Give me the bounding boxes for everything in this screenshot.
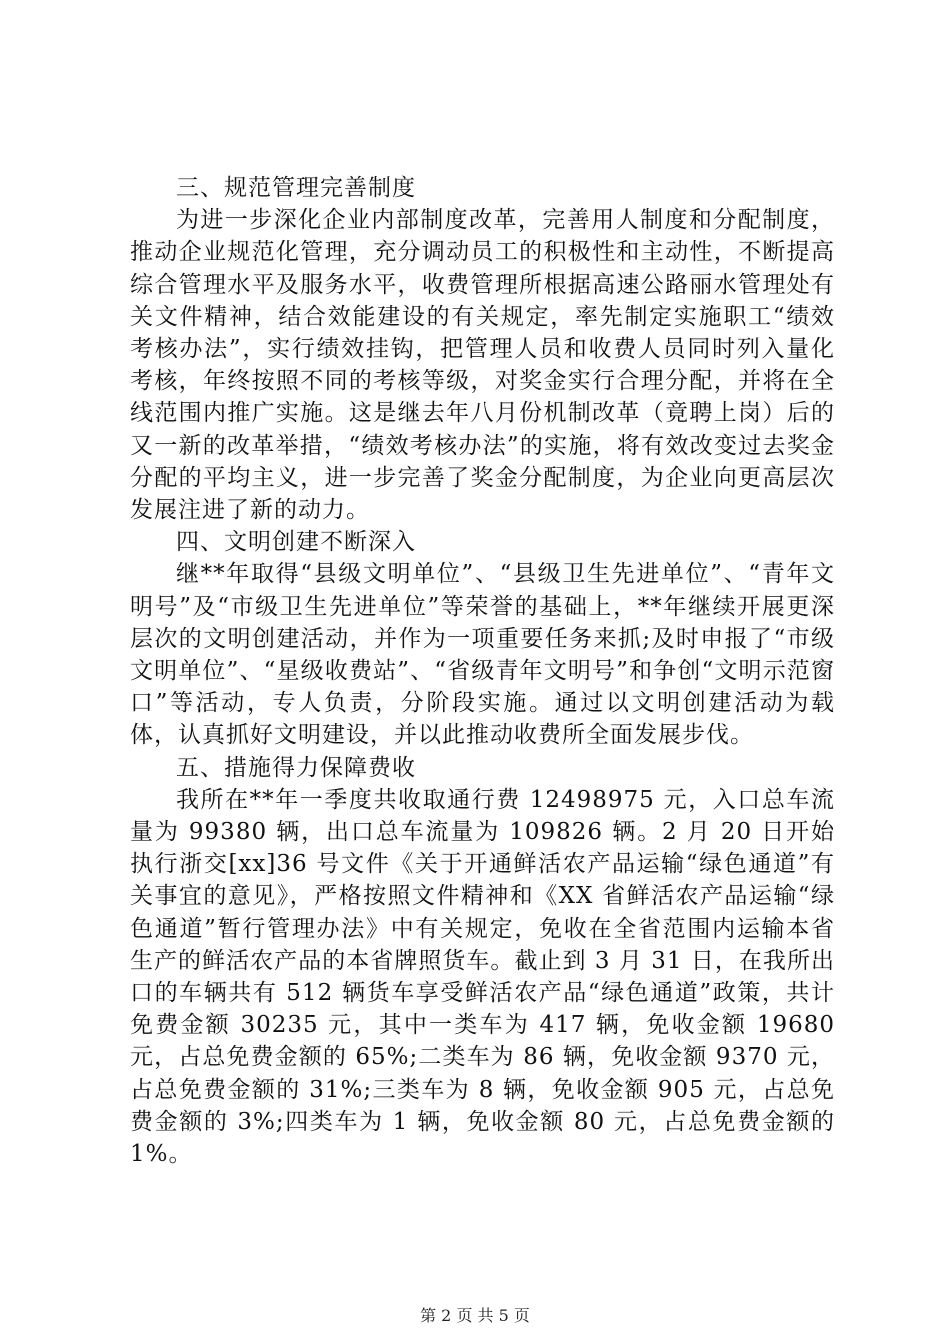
- page-number-footer: 第 2 页 共 5 页: [420, 1306, 530, 1325]
- section-paragraph-3: 为进一步深化企业内部制度改革，完善用人制度和分配制度，推动企业规范化管理，充分调动员工的积极性和主动性，不断提高综合管理水平及服务水平，收费管理所根据高速公路丽水管理处有关文件精神，结合效能建设的有关规定，率先制定实施职工“绩效考核办法”，实行绩效挂钩，把管理人员和收费人员同时列入量化考核，年终按照不同的考核等级，对奖金实行合理分配，并将在全线范围内推广实施。这是继去年八月份机制改革（竟聘上岗）后的又一新的改革举措，“绩效考核办法”的实施，将有效改变过去奖金分配的平均主义，进一步完善了奖金分配制度，为企业向更高层次发展注进了新的动力。: [130, 207, 835, 524]
- section-heading-3: 三、规范管理完善制度: [176, 175, 416, 201]
- section-paragraph-5: 我所在**年一季度共收取通行费 12498975 元，入口总车流量为 99380 辆，出口总车流量为 109826 辆。2 月 20 日开始执行浙交[xx]36 号文件《关于开通鲜活农产品运输“绿色通道”有关事宜的意见》，严格按照文件精神和《XX 省鲜活农产品运输“绿色通道”暂行管理办法》中有关规定，免收在全省范围内运输本省生产的鲜活农产品的本省牌照货车。截止到 3 月 31 日，在我所出口的车辆共有 512 辆货车享受鲜活农产品“绿色通道”政策，共计免费金额 30235 元，其中一类车为 417 辆，免收金额 19680 元，占总免费金额的 65%;二类车为 86 辆，免收金额 9370 元，占总免费金额的 31%;三类车为 8 辆，免收金额 905 元，占总免费金额的 3%;四类车为 1 辆，免收金额 80 元，占总免费金额的 1%。: [130, 786, 835, 1168]
- section-heading-4: 四、文明创建不断深入: [176, 529, 416, 556]
- section-paragraph-4: 继**年取得“县级文明单位”、“县级卫生先进单位”、“青年文明号”及“市级卫生先进单位”等荣誉的基础上，**年继续开展更深层次的文明创建活动，并作为一项重要任务来抓;及时申报了“市级文明单位”、“星级收费站”、“省级青年文明号”和争创“文明示范窗口”等活动，专人负责，分阶段实施。通过以文明创建活动为载体，认真抓好文明建设，并以此推动收费所全面发展步伐。: [130, 561, 835, 749]
- document-body: [130, 172, 835, 1170]
- section-heading-5: 五、措施得力保障费收: [176, 754, 416, 781]
